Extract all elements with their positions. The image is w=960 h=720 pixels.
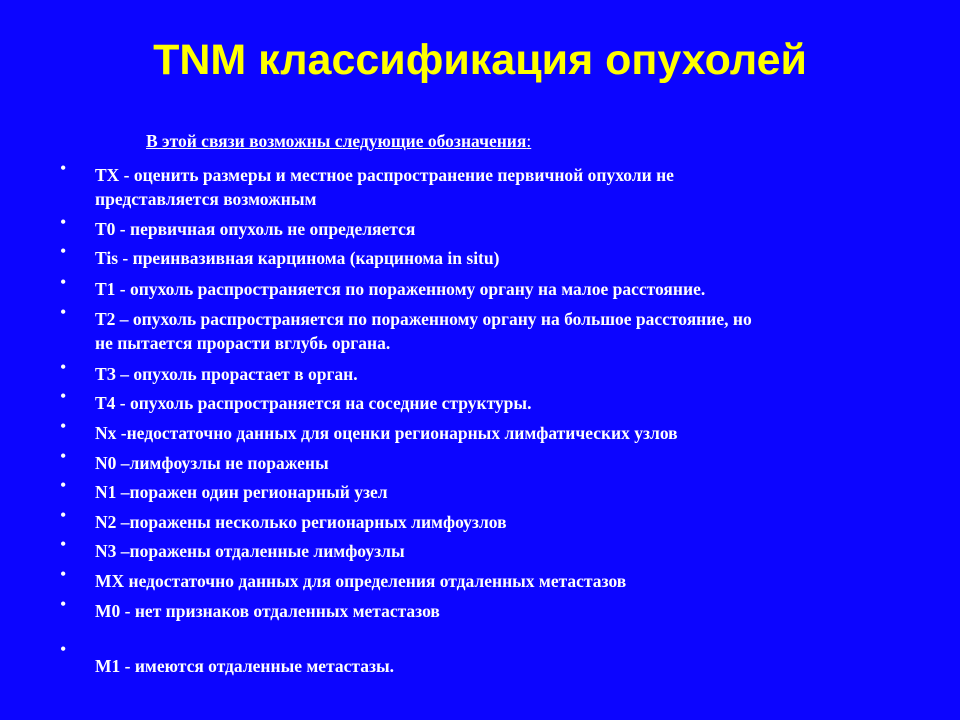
list-item-text: Tis - преинвазивная карцинома (карцинома in situ) [95, 248, 500, 268]
list-item-text: N1 –поражен один регионарный узел [95, 482, 388, 502]
bullet-icon: • [60, 302, 67, 322]
list-item-text: Т2 – опухоль распространяется по пораженному органу на большое расстояние, но не пытается прорасти вглубь органа. [95, 309, 752, 353]
list-item-text: ТХ - оценить размеры и местное распространение первичной опухоли не представляется возможным [95, 165, 674, 209]
bullet-icon: • [60, 386, 67, 406]
list-item-text: М1 - имеются отдаленные метастазы. [95, 656, 395, 676]
bullet-icon: • [60, 158, 67, 178]
bullet-icon: • [60, 639, 67, 659]
bullet-icon: • [60, 272, 67, 292]
list-item-text: N3 –поражены отдаленные лимфоузлы [95, 541, 405, 561]
list-item-text: ТЗ – опухоль прорастает в орган. [95, 364, 358, 384]
bullet-icon: • [60, 357, 67, 377]
list-item-text: N2 –поражены несколько регионарных лимфоузлов [95, 512, 507, 532]
list-item-text: T1 - опухоль распространяется по пораженному органу на малое расстояние. [95, 279, 706, 299]
subtitle-colon: : [526, 131, 532, 151]
list-item-text: N0 –лимфоузлы не поражены [95, 453, 329, 473]
bullet-icon: • [60, 212, 67, 232]
bullet-icon: • [60, 446, 67, 466]
slide-title: TNM классификация опухолей [153, 36, 807, 84]
bullet-icon: • [60, 475, 67, 495]
bullet-icon: • [60, 416, 67, 436]
bullet-icon: • [60, 534, 67, 554]
list-item-text: Т4 - опухоль распространяется на соседние структуры. [95, 393, 532, 413]
bullet-icon: • [60, 241, 67, 261]
bullet-icon: • [60, 564, 67, 584]
subtitle-text: В этой связи возможны следующие обозначения [146, 131, 527, 151]
list-item-text: МХ недостаточно данных для определения отдаленных метастазов [95, 571, 627, 591]
bullet-icon: • [60, 505, 67, 525]
bullet-icon: • [60, 594, 67, 614]
list-item-text: Т0 - первичная опухоль не определяется [95, 219, 416, 239]
list-item-text: М0 - нет признаков отдаленных метастазов [95, 601, 440, 621]
list-item-text: Nx -недостаточно данных для оценки регионарных лимфатических узлов [95, 423, 678, 443]
